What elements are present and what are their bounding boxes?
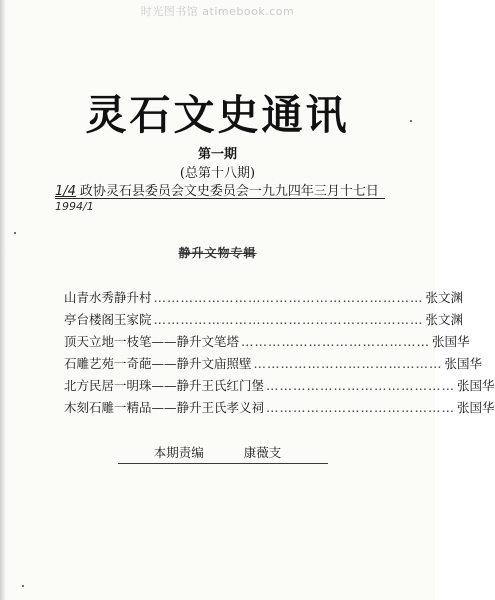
contents-heading <box>0 244 435 261</box>
toc-author: 张国华 <box>432 334 470 349</box>
toc-title: 山青水秀静升村 <box>64 290 152 305</box>
handwritten-note: 1994/1 <box>55 200 94 213</box>
publication-title: 灵石文史通讯 <box>85 91 350 139</box>
toc-row <box>64 398 495 420</box>
watermark: 时光图书馆 atimebook.com <box>140 5 295 18</box>
toc-title: 顶天立地一枝笔——静升文笔塔 <box>64 334 240 349</box>
toc-row <box>64 376 495 398</box>
toc-author: 张国华 <box>457 378 495 393</box>
editor-label: 本期责编 <box>153 445 204 460</box>
toc-author: 张国华 <box>457 400 495 415</box>
toc-leader: …………………………………… <box>266 378 456 393</box>
toc-row <box>64 288 464 310</box>
publisher-text: 政协灵石县委员会文史委员会一九九四年三月十七日 <box>79 184 379 199</box>
total-issue-number: (总第十八期) <box>179 166 256 181</box>
toc-row <box>64 332 470 354</box>
toc-leader: …………………………………………………… <box>153 312 424 327</box>
toc-title: 北方民居一明珠——静升王氏红门堡 <box>64 378 265 393</box>
publisher-line <box>55 180 385 199</box>
issue-number: 第一期 <box>197 147 237 162</box>
toc-leader: …………………………………… <box>241 334 431 349</box>
handwritten-mark: 1/4 <box>55 184 76 199</box>
toc-title: 亭台楼阁王家院 <box>64 312 152 327</box>
toc-title: 石雕艺苑一奇葩——静升文庙照壁 <box>64 356 252 371</box>
bottom-rule <box>118 463 328 464</box>
publisher-underline <box>55 198 385 199</box>
toc-row <box>64 354 483 376</box>
toc-author: 张国华 <box>444 356 483 371</box>
table-of-contents <box>64 288 495 420</box>
scan-speck <box>22 585 24 587</box>
toc-row <box>64 310 464 332</box>
scan-speck <box>410 120 412 122</box>
toc-leader: …………………………………… <box>253 356 443 371</box>
toc-author: 张文渊 <box>425 290 464 305</box>
editor-credit <box>0 443 435 461</box>
toc-leader: …………………………………………………… <box>153 290 424 305</box>
contents-heading-text: 静升文物专辑 <box>178 246 257 260</box>
editor-name: 康薇支 <box>243 445 282 460</box>
toc-author: 张文渊 <box>425 312 464 327</box>
toc-title: 木刻石雕一精品——静升王氏孝义祠 <box>64 400 265 415</box>
toc-leader: …………………………………… <box>266 400 456 415</box>
scan-speck <box>14 232 16 234</box>
